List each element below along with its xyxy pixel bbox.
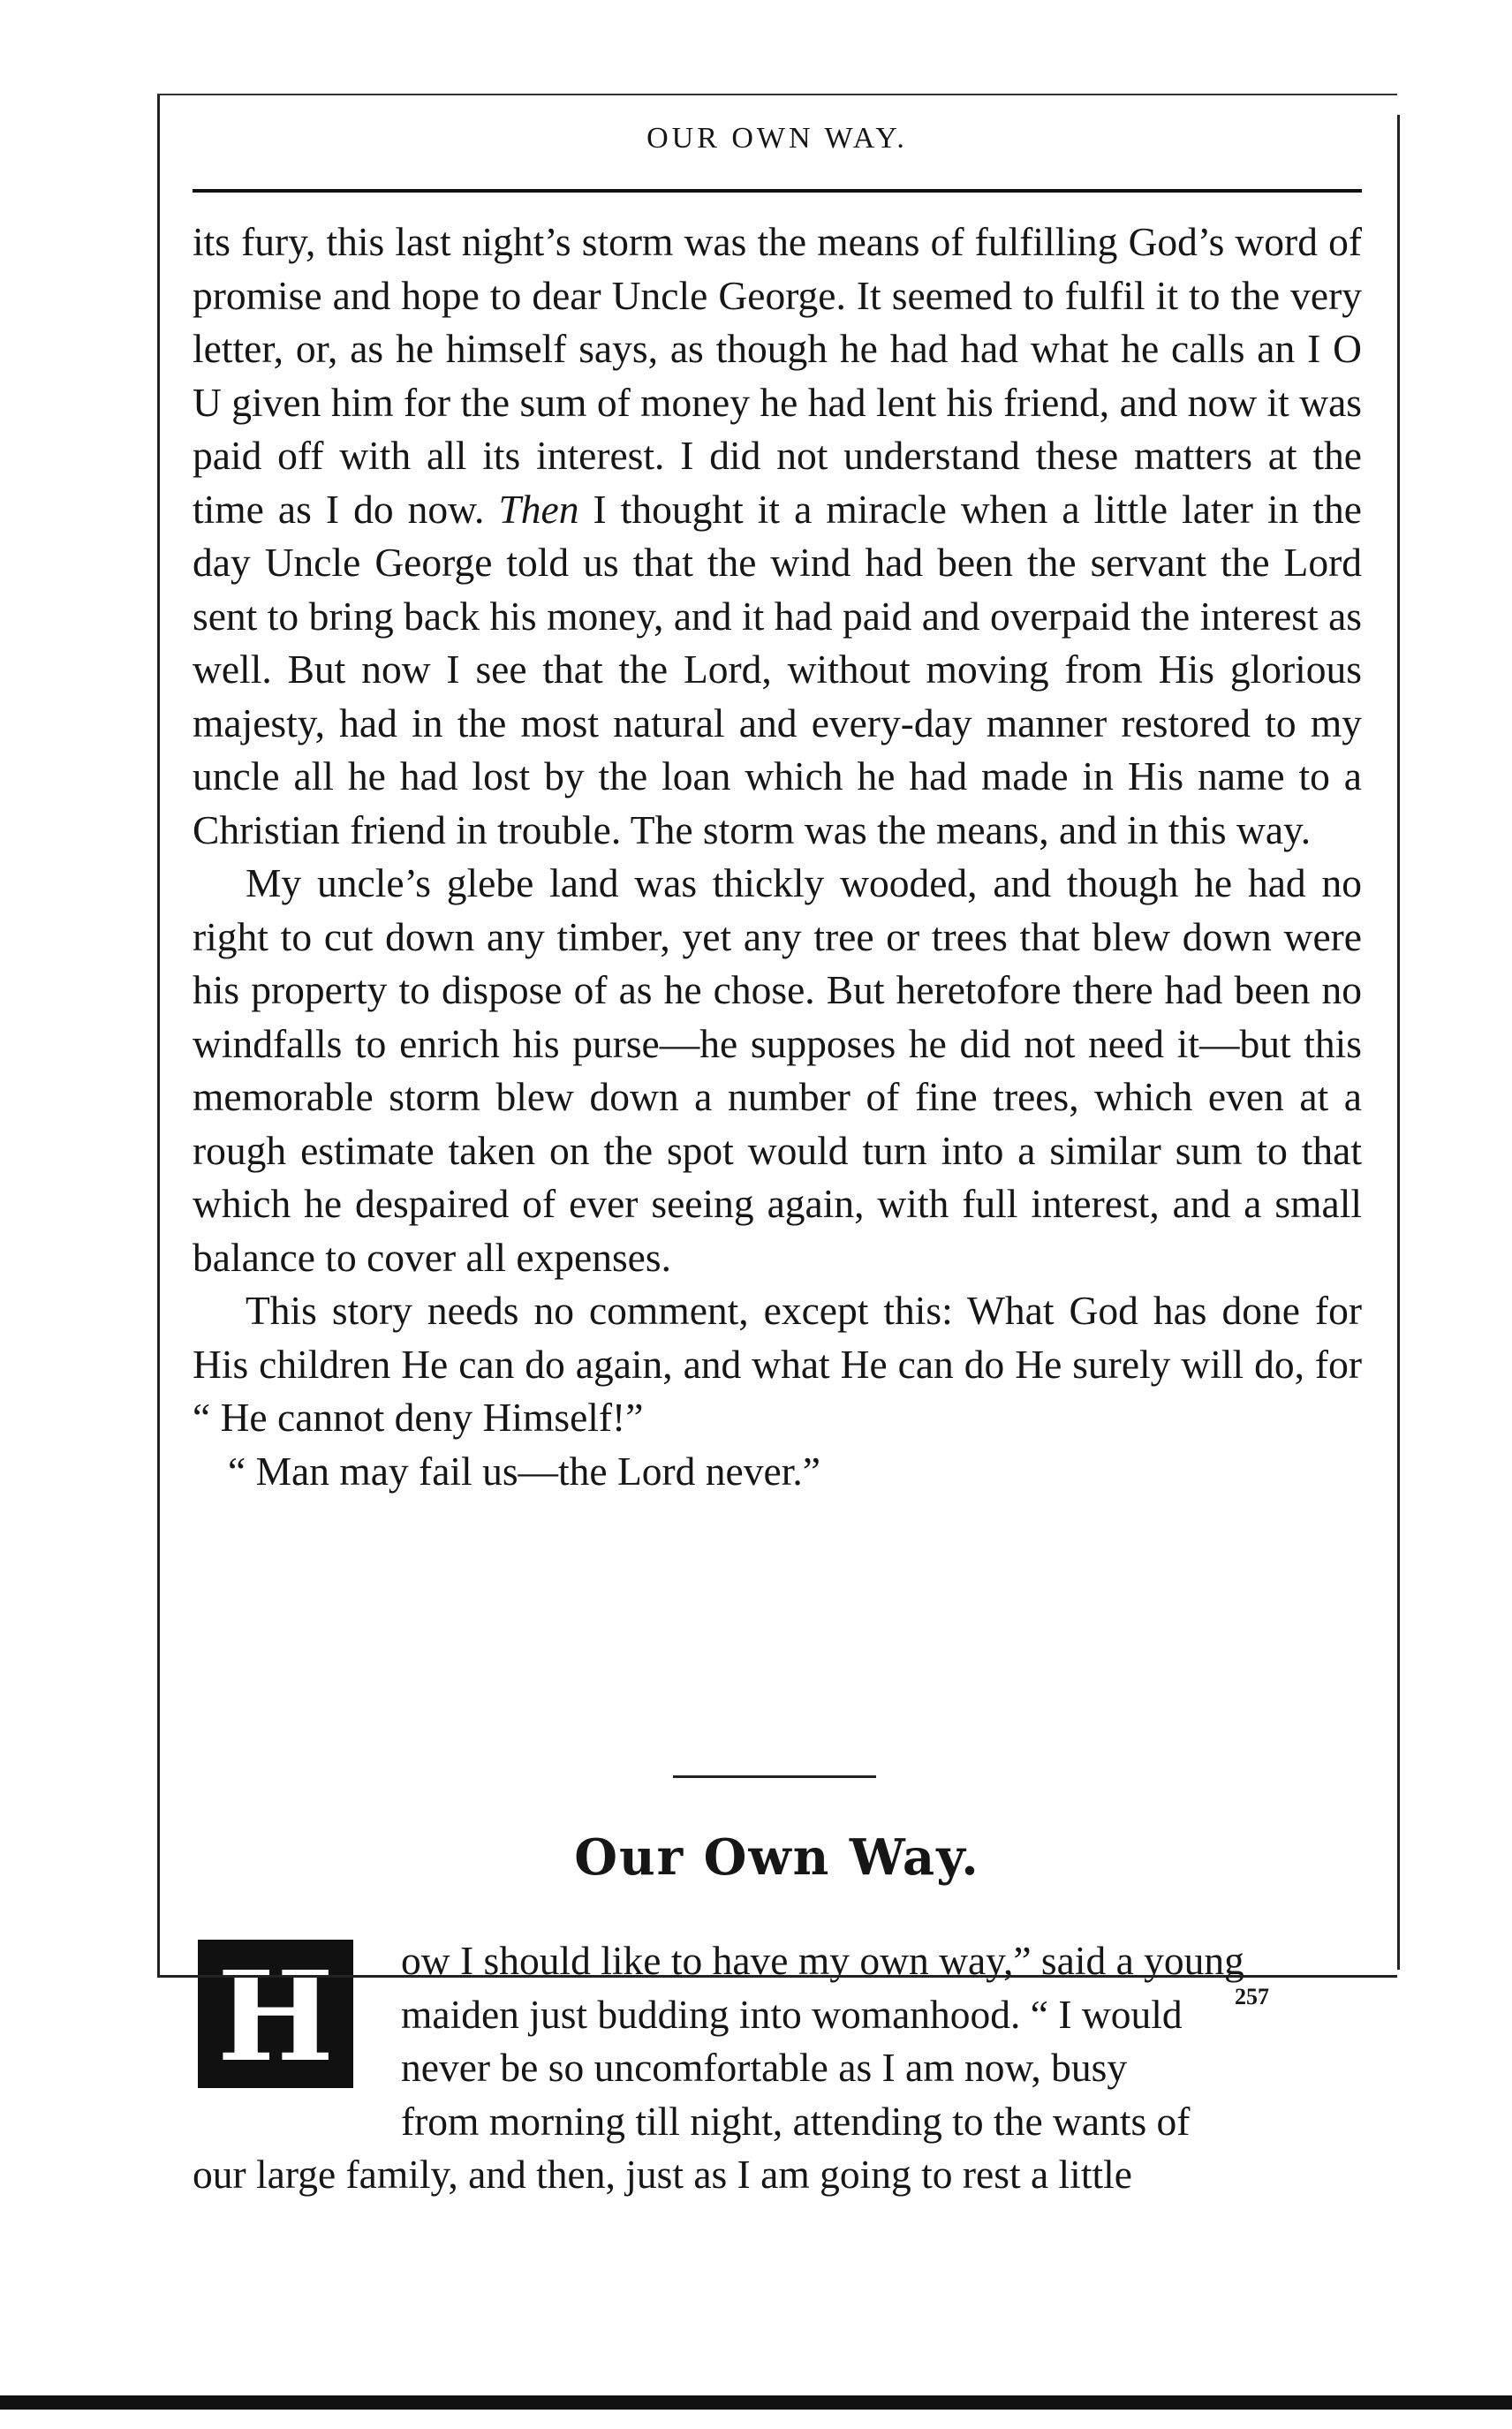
story-line: never be so uncomfortable as I am now, busy [401,2045,1128,2090]
page-frame-top [157,94,1397,95]
scan-edge-bar [0,2395,1512,2410]
paragraph-glebe-land: My uncle’s glebe land was thickly wooded, and though he had no right to cut down any timber, yet any tree or trees that blew down were his property to dispose of as he chose. But heretofore there had been no windfalls to enrich his purse—he supposes he did not need it—but this memorable storm blew down a number of fine trees, which even at a rough estimate taken on the spot would turn into a similar sum to that which he despaired of ever seeing again, with full interest, and a small balance to cover all expenses. [193,860,1362,1280]
drop-cap-letter: H [216,1945,335,2088]
story-line: maiden just budding into womanhood. “ I would [401,1991,1183,2037]
article-continuation [193,216,1362,1498]
emphasis: Then [498,486,579,532]
head-rule [193,189,1362,193]
closing-quote: “ Man may fail us—the Lord never.” [228,1448,820,1494]
story-line: from morning till night, attending to the wants of [401,2098,1191,2144]
story-line: our large family, and then, just as I am going to rest a little [193,2152,1132,2197]
section-title: Our Own Way. [574,1828,980,1887]
page-frame-left [157,95,160,1977]
section-divider [673,1775,876,1778]
page-number: 257 [1235,1984,1269,2009]
running-head: OUR OWN WAY. [646,122,908,155]
page-frame-right [1397,115,1400,1970]
paragraph-comment: This story needs no comment, except this: What God has done for His children He can do again, and what He can do He surely will do, for “ He cannot deny Himself!” [193,1288,1362,1440]
story-line: ow I should like to have my own way,” said a young [401,1938,1244,1983]
page-frame-bottom [157,1975,1397,1978]
paragraph-storm: its fury, this last night’s storm was the means of fulfilling God’s word of promise and hope to dear Uncle George. It seemed to fulfil it to the very letter, or, as he himself says, as though he had had what he calls an I O U given him for the sum of money he had lent his friend, and now it was paid off with all its interest. I did not understand these matters at the time as I do now. Then I thought it a miracle when a little later in the day Uncle George told us that the wind had been the servant the Lord sent to bring back his money, and it had paid and overpaid the interest as well. But now I see that the Lord, without moving from His glorious majesty, had in the most natural and every-day manner restored to my uncle all he had lost by the loan which he had made in His name to a Christian friend in trouble. The storm was the means, and in this way. [193,219,1363,852]
